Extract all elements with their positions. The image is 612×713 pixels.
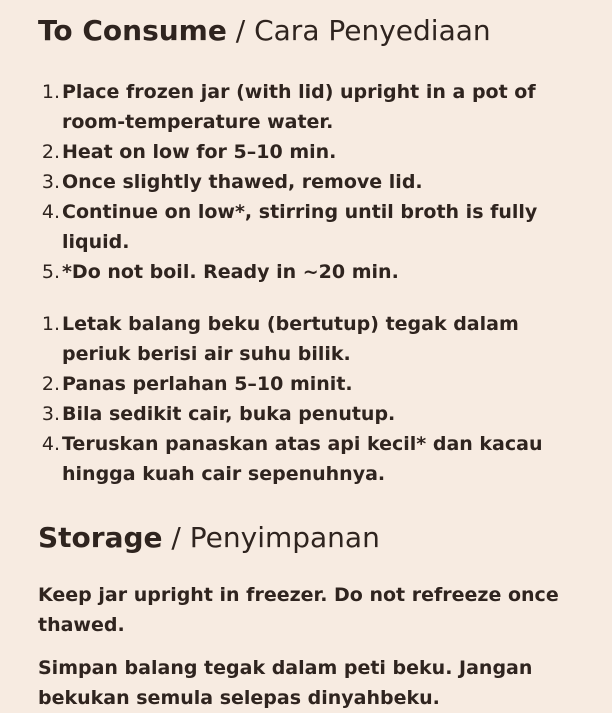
step-number: 3. <box>41 403 60 425</box>
consume-step-ms-2 <box>38 369 574 399</box>
consume-step-ms-4 <box>38 429 574 489</box>
step-text: Once slightly thawed, remove lid. <box>62 171 423 193</box>
consume-step-en-3 <box>38 167 574 197</box>
step-text: Continue on low*, stirring until broth is fully liquid. <box>62 201 538 253</box>
consume-step-en-1 <box>38 77 574 137</box>
storage-heading <box>38 519 574 557</box>
to-consume-title-ms: Cara Penyediaan <box>254 14 491 47</box>
to-consume-heading <box>38 12 574 50</box>
step-number: 5. <box>41 261 60 283</box>
step-text: Letak balang beku (bertutup) tegak dalam periuk berisi air suhu bilik. <box>62 313 519 365</box>
consume-steps-malay <box>38 309 574 489</box>
consume-step-ms-1 <box>38 309 574 369</box>
step-number: 2. <box>41 373 60 395</box>
consume-step-en-5 <box>38 257 574 287</box>
step-number: 4. <box>41 433 60 455</box>
step-text: Teruskan panaskan atas api kecil* dan kacau hingga kuah cair sepenuhnya. <box>62 433 543 485</box>
step-text: Panas perlahan 5–10 minit. <box>62 373 353 395</box>
step-number: 3. <box>41 171 60 193</box>
consume-step-en-4 <box>38 197 574 257</box>
to-consume-title-separator: / <box>226 14 255 47</box>
storage-title-ms: Penyimpanan <box>189 521 380 554</box>
step-text: Heat on low for 5–10 min. <box>62 141 337 163</box>
step-number: 4. <box>41 201 60 223</box>
storage-text-malay: Simpan balang tegak dalam peti beku. Jangan bekukan semula selepas dinyahbeku. <box>38 657 533 709</box>
step-text: Place frozen jar (with lid) upright in a pot of room-temperature water. <box>62 81 536 133</box>
storage-text-english: Keep jar upright in freezer. Do not refreeze once thawed. <box>38 584 559 636</box>
step-number: 1. <box>41 81 60 103</box>
storage-title-separator: / <box>162 521 190 554</box>
consume-steps-english <box>38 77 574 287</box>
consume-step-ms-3 <box>38 399 574 429</box>
to-consume-title-en: To Consume <box>38 14 227 47</box>
step-text: Bila sedikit cair, buka penutup. <box>62 403 396 425</box>
step-text: *Do not boil. Ready in ~20 min. <box>62 261 399 283</box>
storage-title-en: Storage <box>38 521 163 554</box>
step-number: 2. <box>41 141 60 163</box>
consume-step-en-2 <box>38 137 574 167</box>
step-number: 1. <box>41 313 60 335</box>
